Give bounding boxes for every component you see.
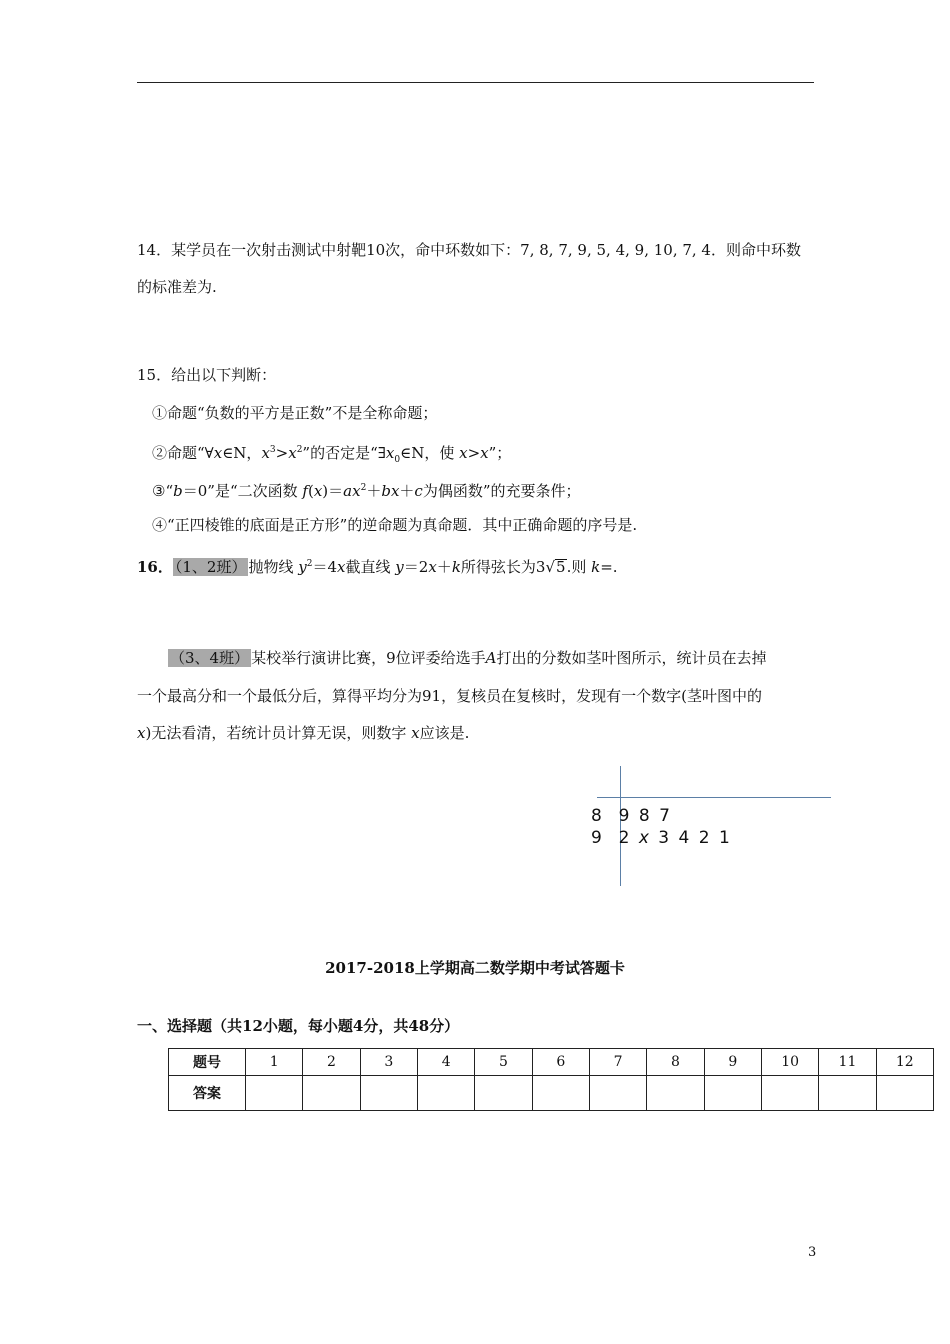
stem-leaf-row-8: 8 9 8 7 bbox=[591, 806, 672, 826]
class-tag-1-2: （1、2班） bbox=[174, 558, 247, 576]
stem-leaf-row-9: 9 2 x 3 4 2 1 bbox=[591, 828, 732, 848]
page-number: 3 bbox=[808, 1245, 817, 1260]
question-number: 3 bbox=[360, 1049, 417, 1076]
question-number: 7 bbox=[589, 1049, 646, 1076]
answer-cell[interactable] bbox=[246, 1076, 303, 1111]
answer-cell[interactable] bbox=[819, 1076, 876, 1111]
question-number: 5 bbox=[475, 1049, 532, 1076]
answer-cell[interactable] bbox=[532, 1076, 589, 1111]
question-number: 2 bbox=[303, 1049, 360, 1076]
question-15-item-2: ②命题“∀x∈N，$x^3>x^2$”的否定是“$\exists x_0\in N$，使 x>x”； bbox=[152, 444, 512, 465]
answer-card-title: 2017-2018上学期高二数学期中考试答题卡 bbox=[325, 959, 625, 977]
question-15-intro: 15．给出以下判断： bbox=[137, 366, 277, 384]
class-tag-3-4: （3、4班） bbox=[170, 649, 250, 667]
row-label-number: 题号 bbox=[169, 1049, 246, 1076]
question-number: 1 bbox=[246, 1049, 303, 1076]
stem-leaf-vertical-line bbox=[620, 766, 621, 886]
header-rule bbox=[137, 82, 814, 83]
section-heading: 一、选择题（共12小题，每小题4分，共48分） bbox=[137, 1017, 460, 1035]
question-number: 12 bbox=[876, 1049, 933, 1076]
question-16b-line1: （3、4班） 某校举行演讲比赛，9位评委给选手A打出的分数如茎叶图所示，统计员在去掉 bbox=[170, 649, 767, 667]
question-14-line2: 的标准差为. bbox=[137, 278, 217, 296]
question-15-item-1: ①命题“负数的平方是正数”不是全称命题； bbox=[152, 404, 438, 422]
question-number: 8 bbox=[647, 1049, 704, 1076]
answer-cell[interactable] bbox=[303, 1076, 360, 1111]
question-number: 6 bbox=[532, 1049, 589, 1076]
question-number: 10 bbox=[761, 1049, 818, 1076]
row-label-answer: 答案 bbox=[169, 1076, 246, 1111]
table-row-numbers bbox=[169, 1049, 934, 1076]
question-16: 16． （1、2班） 抛物线 $y^2=4x$截直线 y＝2x＋k所得弦长为3√5.则 k=. bbox=[137, 558, 618, 576]
answer-cell[interactable] bbox=[876, 1076, 933, 1111]
answer-cell[interactable] bbox=[475, 1076, 532, 1111]
question-16b-line2: 一个最高分和一个最低分后，算得平均分为91，复核员在复核时，发现有一个数字(茎叶图中的 bbox=[137, 687, 762, 705]
answer-cell[interactable] bbox=[647, 1076, 704, 1111]
question-15-item-3: ③“b＝0”是“二次函数 $f(x)=ax^2+bx+c$为偶函数”的充要条件； bbox=[152, 482, 581, 500]
answer-cell[interactable] bbox=[704, 1076, 761, 1111]
question-15-item-4: ④“正四棱锥的底面是正方形”的逆命题为真命题．其中正确命题的序号是. bbox=[152, 516, 638, 534]
table-row-answers bbox=[169, 1076, 934, 1111]
answer-cell[interactable] bbox=[360, 1076, 417, 1111]
answer-cell[interactable] bbox=[589, 1076, 646, 1111]
answer-cell[interactable] bbox=[417, 1076, 474, 1111]
answer-cell[interactable] bbox=[761, 1076, 818, 1111]
question-number: 9 bbox=[704, 1049, 761, 1076]
question-14-line1: 14．某学员在一次射击测试中射靶10次，命中环数如下：7, 8, 7, 9, 5, 4, 9, 10, 7, 4．则命中环数 bbox=[137, 241, 801, 259]
question-16b-line3: x)无法看清，若统计员计算无误，则数字 x应该是. bbox=[137, 724, 470, 742]
stem-leaf-horizontal-line bbox=[597, 797, 831, 798]
question-number: 4 bbox=[417, 1049, 474, 1076]
question-number: 11 bbox=[819, 1049, 876, 1076]
answer-table bbox=[168, 1048, 934, 1111]
